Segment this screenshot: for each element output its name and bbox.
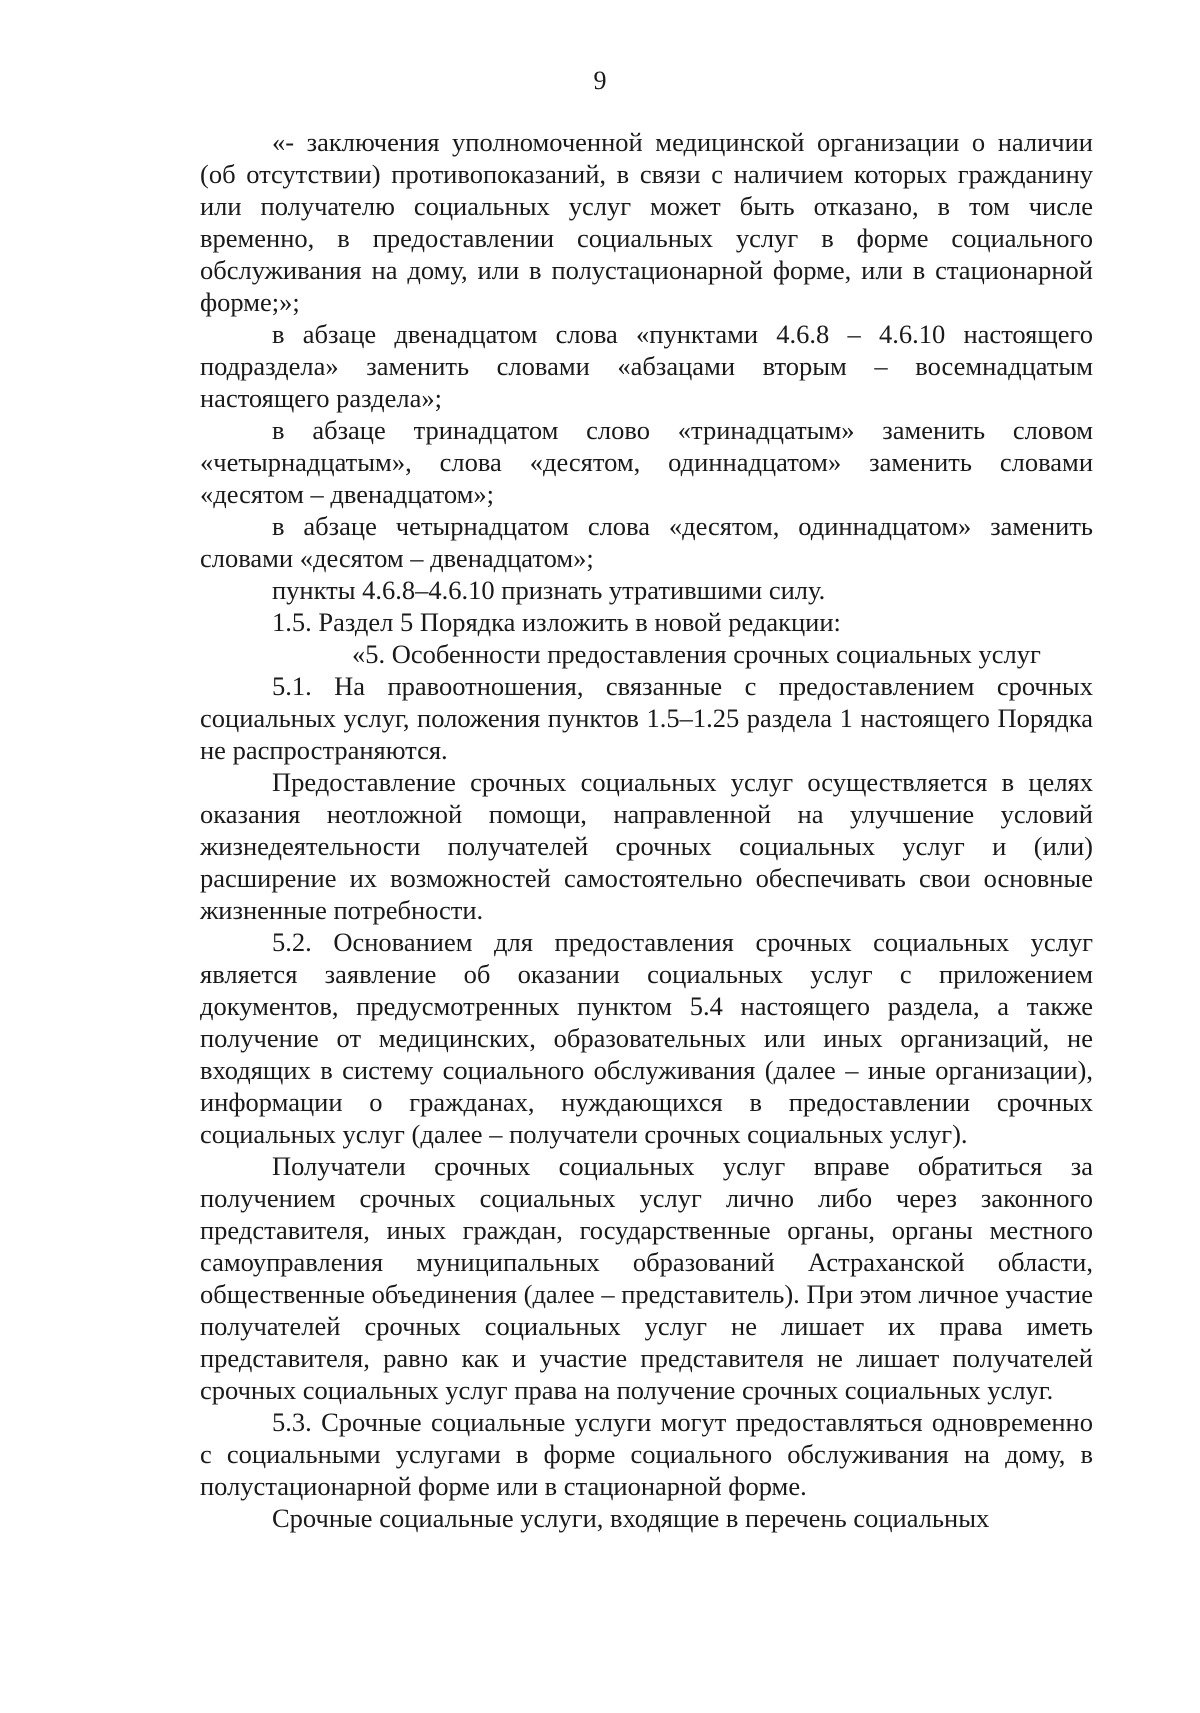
paragraph-contraindications-clause: «- заключения уполномоченной медицинской организации о наличии (об отсутствии) противопоказаний, в связи с наличием которых гражданину или получателю социальных услуг может быть отказано, в том числе временно, в предоставлении социальных услуг в форме социального обслуживания на дому, или в полустационарной форме, или в стационарной форме;»; xyxy=(200,127,1093,317)
paragraph-5-3: 5.3. Срочные социальные услуги могут предоставляться одновременно с социальными услугами в форме социального обслуживания на дому, в полустационарной форме или в стационарной форме. xyxy=(200,1407,1093,1501)
paragraph-recipients-representative: Получатели срочных социальных услуг вправе обратиться за получением срочных социальных услуг лично либо через законного представителя, иных граждан, государственные органы, органы местного самоуправления муниципальных образований Астраханской области, общественные объединения (далее – представитель). При этом личное участие получателей срочных социальных услуг не лишает их права иметь представителя, равно как и участие представителя не лишает получателей срочных социальных услуг права на получение срочных социальных услуг. xyxy=(200,1151,1093,1405)
document-body xyxy=(200,126,1093,1534)
section-5-heading: «5. Особенности предоставления срочных социальных услуг xyxy=(352,639,1041,669)
paragraph-5-1: 5.1. На правоотношения, связанные с предоставлением срочных социальных услуг, положения пунктов 1.5–1.25 раздела 1 настоящего Порядка не распространяются. xyxy=(200,671,1093,765)
paragraph-urgent-services-purpose: Предоставление срочных социальных услуг осуществляется в целях оказания неотложной помощи, направленной на улучшение условий жизнедеятельности получателей срочных социальных услуг и (или) расширение их возможностей самостоятельно обеспечивать свои основные жизненные потребности. xyxy=(200,767,1093,925)
paragraph-twelfth-abzats: в абзаце двенадцатом слова «пунктами 4.6.8 – 4.6.10 настоящего подраздела» заменить словами «абзацами вторым – восемнадцатым настоящего раздела»; xyxy=(200,319,1093,413)
page-number: 9 xyxy=(593,66,607,95)
paragraph-5-2: 5.2. Основанием для предоставления срочных социальных услуг является заявление об оказании социальных услуг с приложением документов, предусмотренных пунктом 5.4 настоящего раздела, а также получение от медицинских, образовательных или иных организаций, не входящих в систему социального обслуживания (далее – иные организации), информации о гражданах, нуждающихся в предоставлении срочных социальных услуг (далее – получатели срочных социальных услуг). xyxy=(200,927,1093,1149)
paragraph-fourteenth-abzats: в абзаце четырнадцатом слова «десятом, одиннадцатом» заменить словами «десятом – двенадцатом»; xyxy=(200,511,1093,573)
paragraph-section-5-new-edition: 1.5. Раздел 5 Порядка изложить в новой редакции: xyxy=(272,607,841,637)
paragraph-repeal-points: пункты 4.6.8–4.6.10 признать утратившими силу. xyxy=(272,575,826,605)
paragraph-thirteenth-abzats: в абзаце тринадцатом слово «тринадцатым» заменить словом «четырнадцатым», слова «десятом, одиннадцатом» заменить словами «десятом – двенадцатом»; xyxy=(200,415,1093,509)
paragraph-urgent-services-list: Срочные социальные услуги, входящие в перечень социальных xyxy=(272,1503,990,1533)
